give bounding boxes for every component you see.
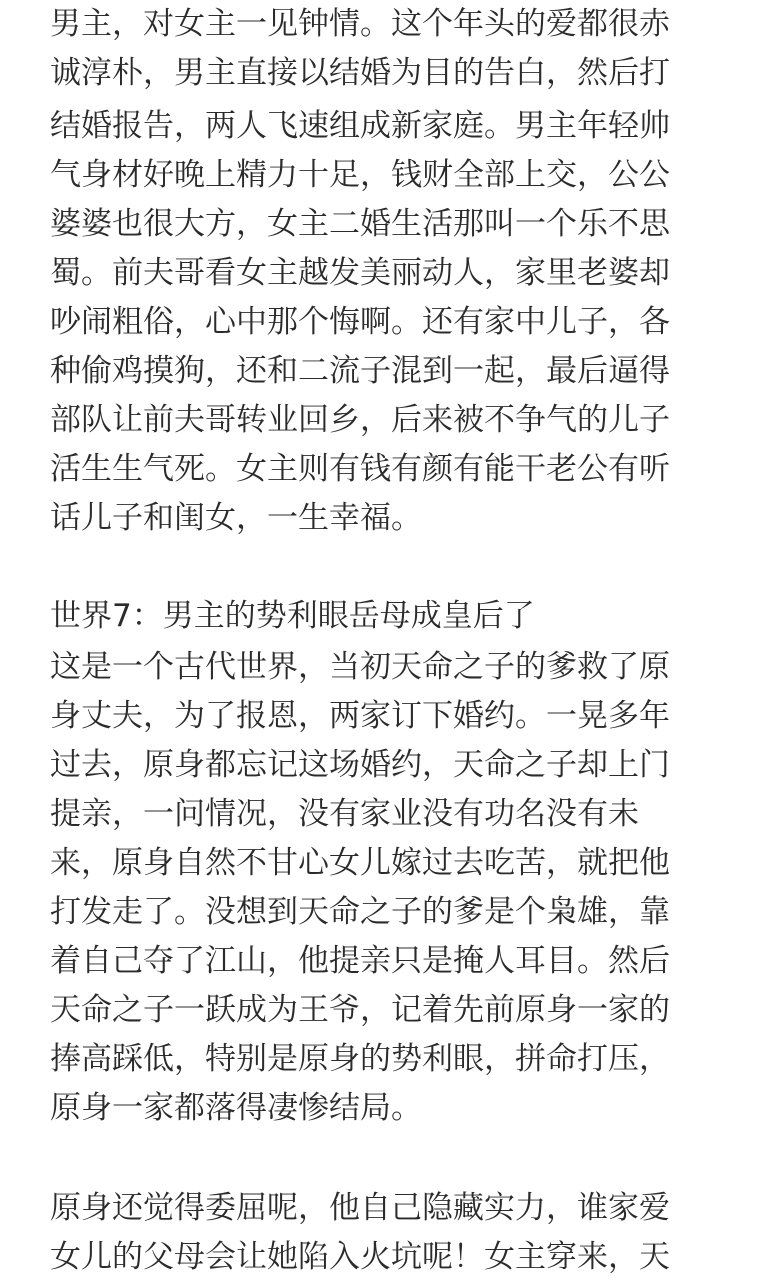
text-line: 这是一个古代世界，当初天命之子的爹救了原 bbox=[50, 649, 670, 685]
text-line: 蜀。前夫哥看女主越发美丽动人，家里老婆却 bbox=[50, 255, 670, 291]
text-line: 吵闹粗俗，心中那个悔啊。还有家中儿子，各 bbox=[50, 304, 670, 340]
text-line: 部队让前夫哥转业回乡，后来被不争气的儿子 bbox=[50, 402, 670, 438]
section-heading: 世界7：男主的势利眼岳母成皇后了 bbox=[50, 598, 535, 634]
text-line: 过去，原身都忘记这场婚约，天命之子却上门 bbox=[50, 747, 670, 783]
text-line: 女儿的父母会让她陷入火坑呢！女主穿来，天 bbox=[50, 1239, 670, 1275]
text-line: 话儿子和闺女，一生幸福。 bbox=[50, 500, 422, 536]
text-line: 婆婆也很大方，女主二婚生活那叫一个乐不思 bbox=[50, 206, 670, 242]
text-line: 种偷鸡摸狗，还和二流子混到一起，最后逼得 bbox=[50, 353, 670, 389]
text-line: 着自己夺了江山，他提亲只是掩人耳目。然后 bbox=[50, 943, 670, 979]
text-line: 提亲，一问情况，没有家业没有功名没有未 bbox=[50, 796, 639, 832]
text-line: 天命之子一跃成为王爷，记着先前原身一家的 bbox=[50, 992, 670, 1028]
text-line: 气身材好晚上精力十足，钱财全部上交，公公 bbox=[50, 157, 670, 193]
text-line: 捧高踩低，特别是原身的势利眼，拼命打压， bbox=[50, 1041, 670, 1077]
text-line: 身丈夫，为了报恩，两家订下婚约。一晃多年 bbox=[50, 698, 670, 734]
text-line: 原身一家都落得凄惨结局。 bbox=[50, 1090, 422, 1126]
text-line: 男主，对女主一见钟情。这个年头的爱都很赤 bbox=[50, 6, 670, 42]
text-line: 来，原身自然不甘心女儿嫁过去吃苦，就把他 bbox=[50, 845, 670, 881]
text-line: 活生生气死。女主则有钱有颜有能干老公有听 bbox=[50, 451, 670, 487]
text-line: 原身还觉得委屈呢，他自己隐藏实力，谁家爱 bbox=[50, 1190, 670, 1226]
text-line: 打发走了。没想到天命之子的爹是个枭雄，靠 bbox=[50, 894, 670, 930]
text-line: 诚淳朴，男主直接以结婚为目的告白，然后打 bbox=[50, 55, 670, 91]
text-line: 结婚报告，两人飞速组成新家庭。男主年轻帅 bbox=[50, 108, 670, 144]
